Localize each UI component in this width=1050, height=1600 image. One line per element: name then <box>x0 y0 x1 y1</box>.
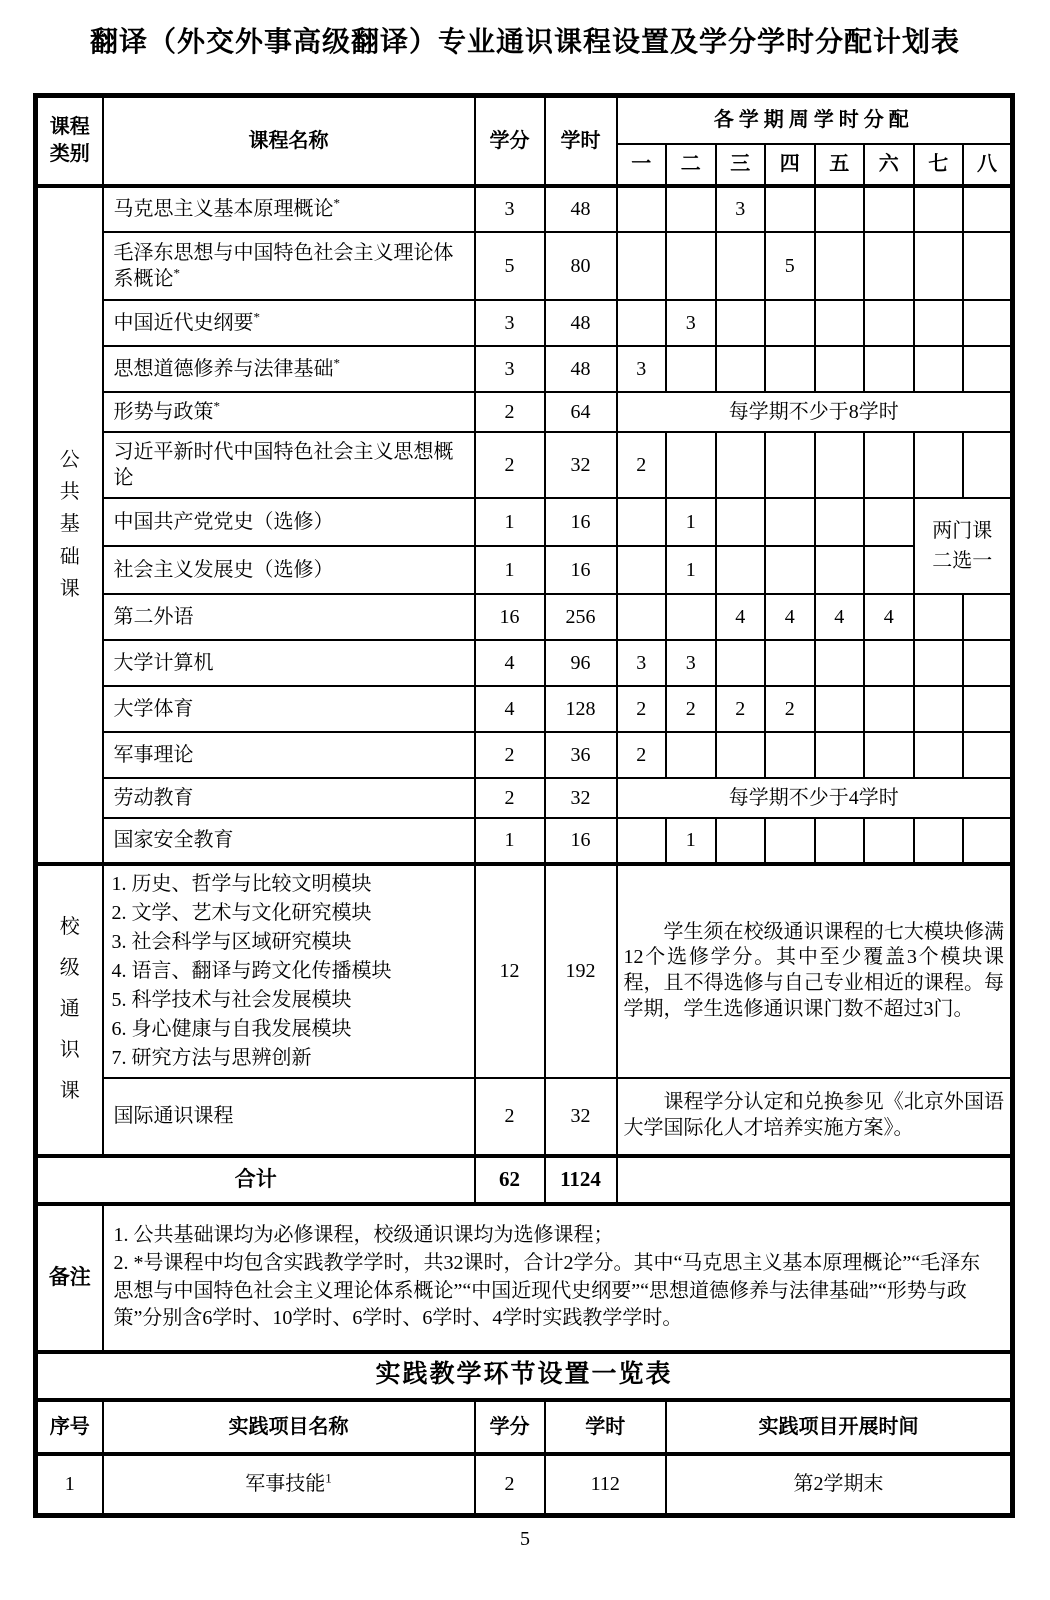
sem-cell <box>815 498 865 546</box>
sem-cell <box>864 686 914 732</box>
credits-cell: 1 <box>475 818 545 864</box>
sem-cell <box>666 732 716 778</box>
intl-note-cell <box>617 1078 1013 1156</box>
module-item: 7. 研究方法与思辨创新 <box>111 1046 312 1069</box>
sem-cell <box>765 186 815 232</box>
sem-cell <box>864 346 914 392</box>
modules-note-text: 学生须在校级通识课程的七大模块修满12个选修学分。其中至少覆盖3个模块课程，且不得选修与自己专业相近的课程。每学期，学生选修通识课门数不超过3门。 <box>623 920 1004 1020</box>
course-asterisk: * <box>253 308 260 324</box>
header-row-top <box>36 96 1013 144</box>
elective-choice-note-cell <box>914 498 1013 594</box>
credits-cell: 2 <box>475 432 545 498</box>
course-name-cell <box>103 594 475 640</box>
sem-cell <box>815 818 865 864</box>
course-asterisk: * <box>333 195 340 211</box>
course-row <box>36 498 1013 546</box>
sem-cell <box>914 432 964 498</box>
hours-cell: 256 <box>545 594 617 640</box>
remarks-line: 2. *号课程中均包含实践教学学时，共32课时，合计2学分。其中“马克思主义基本原理概论”“毛泽东思想与中国特色社会主义理论体系概论”“中国近现代史纲要”“思想道德修养与法律基础”“形势与政策”分别含6学时、10学时、6学时、6学时、4学时实践教学学时。 <box>113 1251 981 1330</box>
sem-cell <box>914 594 964 640</box>
course-name: 军事理论 <box>113 743 194 766</box>
sem-cell <box>765 640 815 686</box>
credits-cell: 2 <box>475 778 545 818</box>
sem-cell <box>666 232 716 300</box>
sem-cell: 2 <box>716 686 766 732</box>
sem-cell <box>815 346 865 392</box>
sem-cell: 2 <box>617 732 667 778</box>
col-header-sem-6: 六 <box>864 144 914 186</box>
col-header-sem-4: 四 <box>765 144 815 186</box>
remarks-label-cell: 备注 <box>36 1204 103 1352</box>
course-name-cell <box>103 640 475 686</box>
sem-cell <box>716 232 766 300</box>
course-name-cell <box>103 392 475 432</box>
course-row <box>36 432 1013 498</box>
per-semester-note-cell: 每学期不少于8学时 <box>617 392 1013 432</box>
course-name-cell <box>103 778 475 818</box>
page-number: 5 <box>520 1528 530 1550</box>
hours-cell: 96 <box>545 640 617 686</box>
module-item: 2. 文学、艺术与文化研究模块 <box>111 901 372 924</box>
col-header-hours: 学时 <box>545 96 617 186</box>
sem-cell: 3 <box>666 300 716 346</box>
sem-cell <box>914 186 964 232</box>
sem-cell <box>617 300 667 346</box>
sem-cell <box>815 546 865 594</box>
course-row <box>36 346 1013 392</box>
sem-cell <box>716 346 766 392</box>
sem-cell <box>765 432 815 498</box>
sem-cell <box>815 186 865 232</box>
practice-col-header-name: 实践项目名称 <box>103 1400 475 1454</box>
credits-cell: 5 <box>475 232 545 300</box>
sem-cell <box>864 546 914 594</box>
sem-cell: 4 <box>716 594 766 640</box>
hours-cell: 48 <box>545 300 617 346</box>
col-header-sem-5: 五 <box>815 144 865 186</box>
course-name: 习近平新时代中国特色社会主义思想概论 <box>113 440 454 489</box>
sem-cell <box>963 640 1013 686</box>
remarks-row <box>36 1204 1013 1352</box>
hours-cell: 48 <box>545 346 617 392</box>
course-asterisk: * <box>173 264 180 280</box>
course-row <box>36 818 1013 864</box>
col-header-course-name: 课程名称 <box>103 96 475 186</box>
course-name: 社会主义发展史（选修） <box>113 558 334 581</box>
credits-cell: 4 <box>475 640 545 686</box>
sem-cell: 1 <box>666 498 716 546</box>
elective-choice-note-line: 二选一 <box>932 549 993 572</box>
sem-cell <box>963 818 1013 864</box>
practice-row <box>36 1454 1013 1516</box>
sem-cell <box>666 594 716 640</box>
course-name: 大学体育 <box>113 697 194 720</box>
course-row <box>36 778 1013 818</box>
sem-cell <box>815 432 865 498</box>
sem-cell <box>963 232 1013 300</box>
total-row <box>36 1156 1013 1204</box>
curriculum-table <box>33 93 1015 1518</box>
practice-col-header-time: 实践项目开展时间 <box>666 1400 1013 1454</box>
course-name: 毛泽东思想与中国特色社会主义理论体系概论 <box>113 241 454 290</box>
sem-cell <box>914 686 964 732</box>
course-row <box>36 732 1013 778</box>
sem-cell <box>617 186 667 232</box>
module-item: 4. 语言、翻译与跨文化传播模块 <box>111 959 392 982</box>
credits-cell: 2 <box>475 1078 545 1156</box>
course-name: 国家安全教育 <box>113 829 234 851</box>
sem-cell <box>864 300 914 346</box>
module-item: 6. 身心健康与自我发展模块 <box>111 1017 352 1040</box>
sem-cell: 3 <box>716 186 766 232</box>
sem-cell <box>765 732 815 778</box>
module-item: 1. 历史、哲学与比较文明模块 <box>111 872 372 895</box>
sem-cell <box>963 686 1013 732</box>
intl-note-text: 课程学分认定和兑换参见《北京外国语大学国际化人才培养实施方案》。 <box>623 1091 1004 1139</box>
sem-cell <box>864 186 914 232</box>
sem-cell: 2 <box>617 432 667 498</box>
sem-cell <box>914 818 964 864</box>
sem-cell <box>963 732 1013 778</box>
sem-cell <box>617 818 667 864</box>
sem-cell <box>617 546 667 594</box>
credits-cell: 16 <box>475 594 545 640</box>
sem-cell <box>617 232 667 300</box>
sem-cell <box>963 594 1013 640</box>
practice-col-header-no: 序号 <box>36 1400 103 1454</box>
course-name: 形势与政策 <box>113 400 214 423</box>
total-credits-cell: 62 <box>475 1156 545 1204</box>
hours-cell: 36 <box>545 732 617 778</box>
sem-cell <box>963 300 1013 346</box>
course-name-cell <box>103 818 475 864</box>
practice-time-cell: 第2学期末 <box>666 1454 1013 1516</box>
sem-cell <box>815 640 865 686</box>
sem-cell <box>864 498 914 546</box>
hours-cell: 16 <box>545 818 617 864</box>
remarks-text-cell <box>103 1204 1013 1352</box>
credits-cell: 2 <box>475 392 545 432</box>
sem-cell <box>666 432 716 498</box>
hours-cell: 32 <box>545 1078 617 1156</box>
modules-note-cell <box>617 864 1013 1078</box>
sem-cell: 3 <box>617 640 667 686</box>
sem-cell <box>914 232 964 300</box>
sem-cell: 5 <box>765 232 815 300</box>
intl-course-row <box>36 1078 1013 1156</box>
sem-cell <box>716 732 766 778</box>
module-item: 3. 社会科学与区域研究模块 <box>111 930 352 953</box>
course-name: 国际通识课程 <box>113 1105 234 1127</box>
sem-cell <box>963 432 1013 498</box>
sem-cell <box>617 498 667 546</box>
course-row <box>36 300 1013 346</box>
modules-list-cell <box>103 864 475 1078</box>
practice-col-header-credits: 学分 <box>475 1400 545 1454</box>
col-header-category-label: 课程类别 <box>49 115 90 165</box>
course-name-cell <box>103 686 475 732</box>
sem-cell <box>963 346 1013 392</box>
col-header-weekly-distribution: 各学期周学时分配 <box>617 96 1013 144</box>
sem-cell: 2 <box>617 686 667 732</box>
page-title: 翻译（外交外事高级翻译）专业通识课程设置及学分学时分配计划表 <box>89 27 960 58</box>
sem-cell <box>617 594 667 640</box>
total-label-cell: 合计 <box>36 1156 475 1204</box>
course-name-cell <box>103 1078 475 1156</box>
sem-cell: 1 <box>666 818 716 864</box>
sem-cell <box>765 818 815 864</box>
course-name-cell <box>103 232 475 300</box>
course-row <box>36 686 1013 732</box>
hours-cell: 32 <box>545 432 617 498</box>
course-name: 第二外语 <box>113 605 194 628</box>
sem-cell: 4 <box>765 594 815 640</box>
col-header-sem-8: 八 <box>963 144 1013 186</box>
course-name: 中国共产党党史（选修） <box>113 510 334 533</box>
remarks-line: 1. 公共基础课均为必修课程，校级通识课均为选修课程； <box>113 1224 614 1247</box>
sem-cell <box>716 818 766 864</box>
col-header-category <box>36 96 103 186</box>
practice-name-cell <box>103 1454 475 1516</box>
course-name: 大学计算机 <box>113 651 214 674</box>
course-row <box>36 594 1013 640</box>
course-name: 中国近代史纲要 <box>113 311 254 334</box>
practice-credits-cell: 2 <box>475 1454 545 1516</box>
course-name-cell <box>103 498 475 546</box>
practice-table-title: 实践教学环节设置一览表 <box>36 1352 1013 1400</box>
category-school-general <box>36 864 103 1156</box>
module-item: 5. 科学技术与社会发展模块 <box>111 988 352 1011</box>
course-asterisk: * <box>333 354 340 370</box>
hours-cell: 16 <box>545 546 617 594</box>
total-empty-cell <box>617 1156 1013 1204</box>
course-name-cell <box>103 300 475 346</box>
sem-cell <box>914 300 964 346</box>
sem-cell: 1 <box>666 546 716 594</box>
sem-cell: 3 <box>666 640 716 686</box>
sem-cell <box>914 640 964 686</box>
sem-cell <box>815 732 865 778</box>
course-row <box>36 546 1013 594</box>
sem-cell <box>765 300 815 346</box>
sem-cell <box>864 432 914 498</box>
sem-cell <box>815 232 865 300</box>
sem-cell <box>914 732 964 778</box>
course-asterisk: * <box>213 397 220 413</box>
hours-cell: 16 <box>545 498 617 546</box>
hours-cell: 32 <box>545 778 617 818</box>
hours-cell: 128 <box>545 686 617 732</box>
sem-cell <box>666 186 716 232</box>
sem-cell <box>765 546 815 594</box>
col-header-sem-1: 一 <box>617 144 667 186</box>
sem-cell <box>716 498 766 546</box>
practice-col-header-hours: 学时 <box>545 1400 667 1454</box>
total-hours-cell: 1124 <box>545 1156 617 1204</box>
course-row <box>36 232 1013 300</box>
practice-hours-cell: 112 <box>545 1454 667 1516</box>
course-name: 马克思主义基本原理概论 <box>113 198 334 220</box>
sem-cell <box>716 640 766 686</box>
sem-cell <box>815 300 865 346</box>
credits-cell: 2 <box>475 732 545 778</box>
sem-cell <box>666 346 716 392</box>
sem-cell <box>716 546 766 594</box>
modules-row <box>36 864 1013 1078</box>
hours-cell: 80 <box>545 232 617 300</box>
credits-cell: 1 <box>475 498 545 546</box>
course-name: 思想道德修养与法律基础 <box>113 357 334 380</box>
credits-cell: 3 <box>475 346 545 392</box>
sem-cell: 4 <box>864 594 914 640</box>
elective-choice-note-line: 两门课 <box>932 519 993 542</box>
sem-cell <box>963 186 1013 232</box>
course-name-cell <box>103 186 475 232</box>
sem-cell <box>716 300 766 346</box>
course-name-cell <box>103 546 475 594</box>
course-row <box>36 392 1013 432</box>
credits-cell: 3 <box>475 186 545 232</box>
course-name-cell <box>103 732 475 778</box>
hours-cell: 48 <box>545 186 617 232</box>
credits-cell: 3 <box>475 300 545 346</box>
credits-cell: 1 <box>475 546 545 594</box>
col-header-sem-2: 二 <box>666 144 716 186</box>
col-header-credits: 学分 <box>475 96 545 186</box>
sem-cell <box>765 346 815 392</box>
sem-cell <box>864 818 914 864</box>
practice-title-row <box>36 1352 1013 1400</box>
sem-cell <box>716 432 766 498</box>
col-header-sem-7: 七 <box>914 144 964 186</box>
course-name-cell <box>103 346 475 392</box>
hours-cell: 192 <box>545 864 617 1078</box>
sem-cell <box>815 686 865 732</box>
credits-cell: 4 <box>475 686 545 732</box>
credits-cell: 12 <box>475 864 545 1078</box>
sem-cell <box>765 498 815 546</box>
sem-cell <box>914 346 964 392</box>
col-header-sem-3: 三 <box>716 144 766 186</box>
course-row <box>36 186 1013 232</box>
sem-cell: 2 <box>666 686 716 732</box>
practice-name-superscript: 1 <box>325 1470 332 1486</box>
category-public-basic <box>36 186 103 864</box>
practice-name: 军事技能 <box>245 1473 326 1496</box>
practice-header-row <box>36 1400 1013 1454</box>
sem-cell <box>864 232 914 300</box>
course-name: 劳动教育 <box>113 786 194 809</box>
sem-cell <box>864 732 914 778</box>
per-semester-note-cell: 每学期不少于4学时 <box>617 778 1013 818</box>
course-row <box>36 640 1013 686</box>
sem-cell: 3 <box>617 346 667 392</box>
course-name-cell <box>103 432 475 498</box>
sem-cell: 2 <box>765 686 815 732</box>
sem-cell: 4 <box>815 594 865 640</box>
practice-no-cell: 1 <box>36 1454 103 1516</box>
hours-cell: 64 <box>545 392 617 432</box>
category-public-basic-label: 公共基础课 <box>59 448 80 601</box>
category-school-general-label: 校级通识课 <box>59 916 80 1102</box>
sem-cell <box>864 640 914 686</box>
